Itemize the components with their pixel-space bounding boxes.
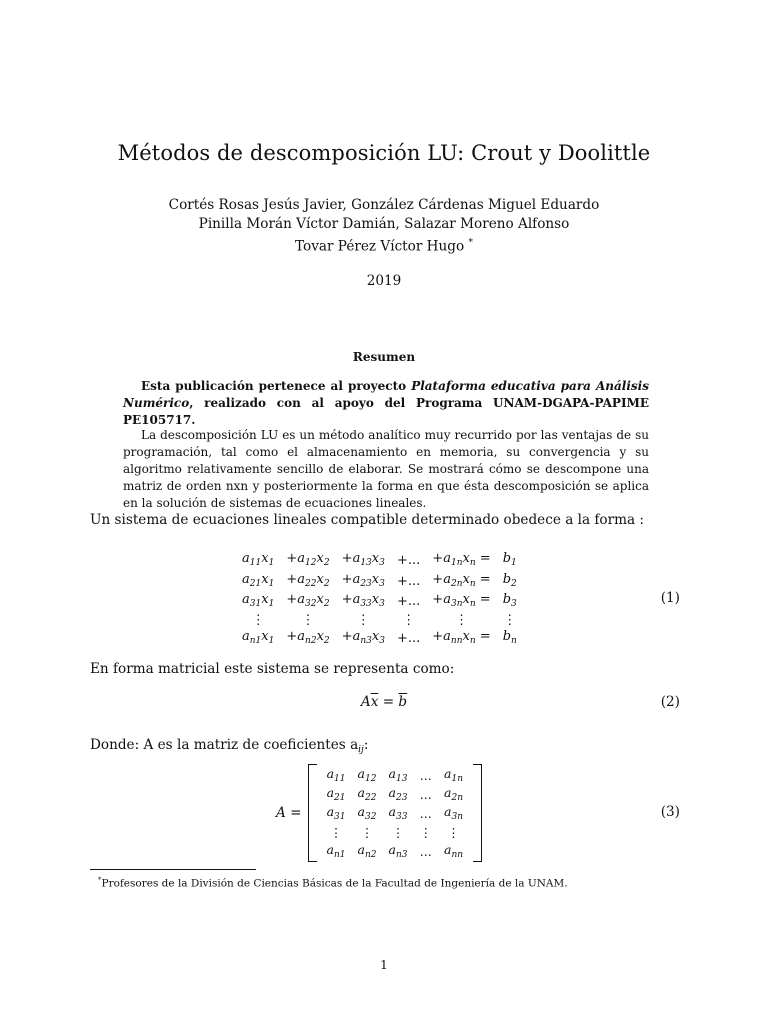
matrix-form-intro: En forma matricial este sistema se representa como: bbox=[90, 661, 455, 677]
equation-2-number: (2) bbox=[660, 694, 680, 710]
where-text bbox=[90, 737, 680, 755]
project-note-suffix: , realizado con al apoyo del Programa UNAM-DGAPA-PAPIME PE105717. bbox=[123, 396, 649, 427]
coefficient-matrix bbox=[276, 764, 482, 862]
author-line-3-text: Tovar Pérez Víctor Hugo bbox=[295, 238, 465, 255]
equation-row: $a_{n1}x_1$ $+a_{n2}x_2$ $+a_{n3}x_3$ +... $+a_{nn}x_n$ = $b_n$ bbox=[242, 629, 517, 647]
where-subscript: ij bbox=[358, 745, 364, 755]
abstract-heading: Resumen bbox=[352, 350, 416, 364]
footnote bbox=[98, 876, 568, 890]
author-footnote-mark: * bbox=[468, 238, 473, 248]
paper-title: Métodos de descomposición LU: Crout y Doolittle bbox=[117, 141, 651, 165]
right-bracket bbox=[473, 764, 482, 862]
project-note bbox=[123, 378, 649, 429]
where-colon: : bbox=[363, 737, 369, 753]
equation-row: $a_{11}x_1$ $+a_{12}x_2$ $+a_{13}x_3$ +... $+a_{1n}x_n$ = $b_1$ bbox=[242, 551, 517, 568]
author-line-1: Cortés Rosas Jesús Javier, González Cárdenas Miguel Eduardo bbox=[168, 197, 600, 213]
author-line-3 bbox=[0, 234, 768, 257]
equation-1-number: (1) bbox=[660, 590, 680, 606]
author-line-2: Pinilla Morán Víctor Damián, Salazar Moreno Alfonso bbox=[198, 216, 570, 232]
left-bracket bbox=[308, 764, 317, 862]
publication-year: 2019 bbox=[366, 273, 402, 289]
matrix-body: $a_{11}$ $a_{12}$ $a_{13}$ ... $a_{1n}$ $a_{21}$ $a_{22}$ $a_{23}$ ... $a_{2n}$ $a_{31}$ $a_{32}$ $a_{33}$ ... $a_{3n}$ ⋮ ⋮ ⋮ ⋮ ⋮ $a_{n1}$ $a_{n2}$ $a_{n3}$ ... $a_{nn}$ bbox=[326, 766, 464, 860]
intro-paragraph: Un sistema de ecuaciones lineales compatible determinado obedece a la forma : bbox=[90, 512, 645, 528]
equation-vdots-row: ⋮ ⋮ ⋮ ⋮ ⋮ ⋮ bbox=[251, 612, 517, 628]
matrix-lhs: A = bbox=[276, 805, 302, 821]
equation-row: $a_{21}x_1$ $+a_{22}x_2$ $+a_{23}x_3$ +... $+a_{2n}x_n$ = $b_2$ bbox=[242, 571, 517, 589]
equation-system bbox=[236, 551, 523, 650]
where-text-body: Donde: A es la matriz de coeficientes a bbox=[90, 737, 359, 753]
abstract-body: La descomposición LU es un método analítico muy recurrido por las ventajas de su programación, tal como el almacenamiento en memoria, su convergencia y su algoritmo relativamente sencillo de elaborar. Se mostrará cómo se descompone una matriz de orden nxn y posteriormente la forma en que ésta descomposición se aplica en la solución de sistemas de ecuaciones lineales. bbox=[123, 428, 649, 510]
equation-row: $a_{31}x_1$ $+a_{32}x_2$ $+a_{33}x_3$ +... $+a_{3n}x_n$ = $b_3$ bbox=[242, 592, 517, 610]
author-list bbox=[0, 196, 768, 257]
footnote-rule bbox=[90, 869, 256, 870]
equation-3-number: (3) bbox=[660, 804, 680, 820]
project-note-prefix: Esta publicación pertenece al proyecto bbox=[141, 379, 412, 393]
footnote-text: Profesores de la División de Ciencias Básicas de la Facultad de Ingeniería de la UNAM. bbox=[101, 877, 568, 890]
footnote-mark: * bbox=[98, 876, 102, 884]
page-number: 1 bbox=[380, 958, 388, 972]
project-name: Plataforma educativa para Análisis Numérico bbox=[123, 379, 649, 410]
equation-2: $A\overline{x} = \overline{b}$ bbox=[360, 694, 408, 710]
